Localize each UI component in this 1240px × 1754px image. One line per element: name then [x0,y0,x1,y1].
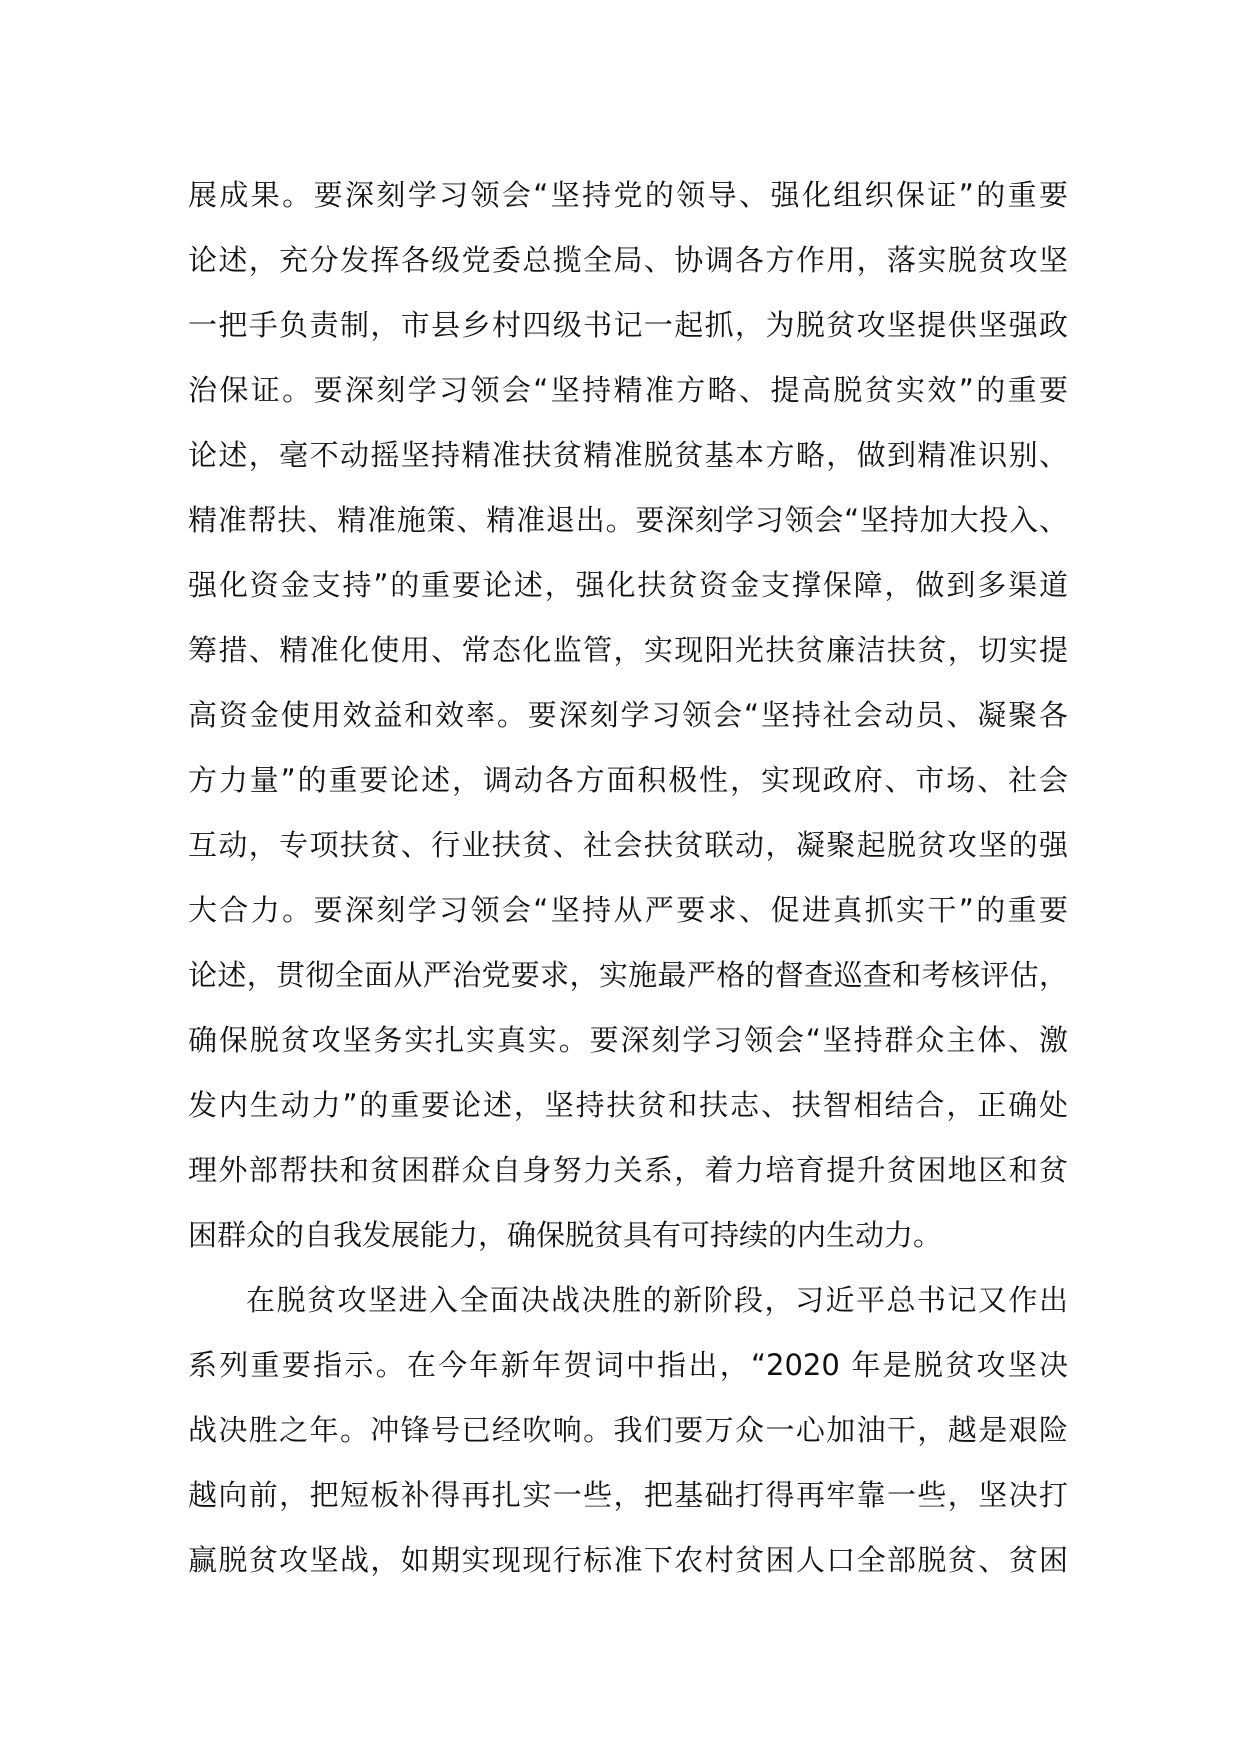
text-line: 赢脱贫攻坚战，如期实现现行标准下农村贫困人口全部脱贫、贫困 [188,1543,1068,1577]
text-line: 论述，充分发挥各级党委总揽全局、协调各方作用，落实脱贫攻坚 [188,243,1068,277]
text-line: 战决胜之年。冲锋号已经吹响。我们要万众一心加油干，越是艰险 [188,1413,1068,1447]
text-line: 筹措、精准化使用、常态化监管，实现阳光扶贫廉洁扶贫，切实提 [188,633,1068,667]
text-line: 方力量”的重要论述，调动各方面积极性，实现政府、市场、社会 [188,763,1068,797]
text-line: 强化资金支持”的重要论述，强化扶贫资金支撑保障，做到多渠道 [188,568,1068,602]
text-line: 大合力。要深刻学习领会“坚持从严要求、促进真抓实干”的重要 [188,893,1068,927]
text-line: 理外部帮扶和贫困群众自身努力关系，着力培育提升贫困地区和贫 [188,1153,1068,1187]
body-text [188,163,1068,1593]
text-line: 论述，毫不动摇坚持精准扶贫精准脱贫基本方略，做到精准识别、 [188,438,1068,472]
text-line: 发内生动力”的重要论述，坚持扶贫和扶志、扶智相结合，正确处 [188,1088,1068,1122]
paragraph-1 [188,163,1068,1268]
text-line: 困群众的自我发展能力，确保脱贫具有可持续的内生动力。 [188,1218,943,1252]
text-line: 确保脱贫攻坚务实扎实真实。要深刻学习领会“坚持群众主体、激 [188,1023,1068,1057]
text-line: 越向前，把短板补得再扎实一些，把基础打得再牢靠一些，坚决打 [188,1478,1068,1512]
text-line: 展成果。要深刻学习领会“坚持党的领导、强化组织保证”的重要 [188,178,1068,212]
text-line: 精准帮扶、精准施策、精准退出。要深刻学习领会“坚持加大投入、 [188,503,1068,537]
paragraph-2 [188,1268,1068,1593]
text-line: 系列重要指示。在今年新年贺词中指出，“2020 年是脱贫攻坚决 [188,1348,1068,1382]
text-line: 论述，贯彻全面从严治党要求，实施最严格的督查巡查和考核评估， [188,958,1068,992]
text-line: 一把手负责制，市县乡村四级书记一起抓，为脱贫攻坚提供坚强政 [188,308,1068,342]
text-line: 治保证。要深刻学习领会“坚持精准方略、提高脱贫实效”的重要 [188,373,1068,407]
text-line: 高资金使用效益和效率。要深刻学习领会“坚持社会动员、凝聚各 [188,698,1068,732]
text-line: 互动，专项扶贫、行业扶贫、社会扶贫联动，凝聚起脱贫攻坚的强 [188,828,1068,862]
text-line: 在脱贫攻坚进入全面决战决胜的新阶段，习近平总书记又作出 [246,1283,1068,1317]
